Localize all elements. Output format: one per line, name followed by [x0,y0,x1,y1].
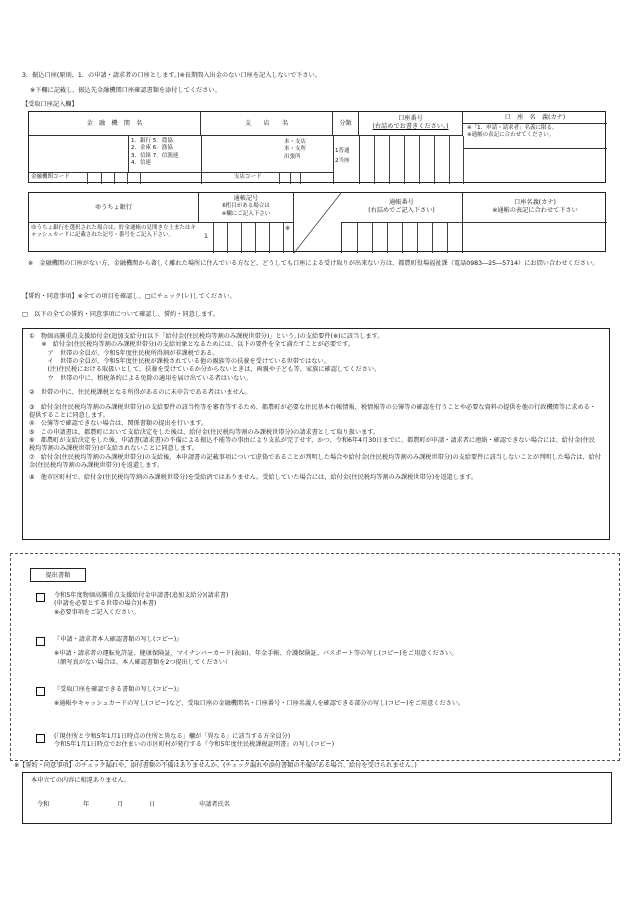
col-holder: 口 座 名 義(カナ) [463,112,607,124]
documents-label: 提出書類 [30,568,86,582]
branch-code-label: 支店コード [234,174,262,180]
document-line: ※申請・請求者の運転免許証、健康保険証、マイナンバーカード(表面)、年金手帳、介護保険証、パスポート等の写し(コピー)をご用意ください。 [54,650,458,658]
type-options[interactable]: 1普通 2当座 [335,148,350,165]
entry-label: 【受取口座記入欄】 [22,101,78,108]
document-line: ※必要事項をご記入ください。 [54,608,140,616]
pledge-item: ③ 給付金(住民税均等割のみ課税世帯分)の支給要件の該当性等を審査等するため、都農町が必要な住民基本台帳情報、税情報等の公簿等の確認を行うことや必要な資料の提供を他の行政機関等に求める・提供することに同意します。 [29,403,596,419]
institution-code-boxes[interactable] [87,172,139,184]
pledge-item: ア 世帯の全員が、令和5年度住民税所得割が非課税である。 [29,349,219,357]
institution-types: 1．銀行 5．農協 2．金庫 6．漁協 3．信組 7．信漁連 4．信連 [131,138,179,167]
yucho-diagonal [294,193,341,253]
pledge-item: ウ 世帯の中に、租税条約による免除の適用を届け出ている者はいない。 [29,374,252,382]
yucho-number-boxes[interactable] [341,223,463,253]
col-number [359,112,463,136]
pledge-item: (注)住民税における取扱いとして、扶養を受けているか分からないときは、両親や子ども等、家族に確認してください。 [29,366,381,374]
branch-name-field[interactable] [202,136,282,172]
signature-name-label: 申請者氏名 [199,801,230,808]
yucho-number-header [341,193,463,223]
yucho-symbol-sub: 6桁目がある場合は ※欄にご記入下さい [221,203,271,217]
pledge-item: ⑥ 都農町が支給決定をした後、申請書(請求書)の不備による振込不能等の事由により支払が完了せず、かつ、令和6年4月30日までに、都農町が申請・請求者に連絡・確認できない場合には、給付金(住民税均等割のみ課税世帯分)が支給されないことに同意します。 [29,436,596,453]
yucho-desc: ゆうちょ銀行を選択された場合は、貯金通帳の見開き左上またはキャッシュカードに記載された記号・番号をご記入下さい。 [31,225,197,239]
documents-warning: ※【誓約・同意事項】のチェック漏れや、添付書類の不備はありませんか。(チェック漏れや添付書類の不備がある場合、給付を受けられません。) [14,762,417,769]
pledge-item: ④ 公簿等で確認できない場合は、関係書類の提出を行います。 [29,420,208,428]
document-checkbox[interactable] [36,593,45,602]
yucho-star: ※ [285,225,291,232]
yucho-holder-field[interactable] [463,223,607,253]
holder-name-field[interactable] [463,148,607,184]
yucho-holder-sub: ※通帳の表記に合わせて下さい [492,207,578,215]
document-checkbox[interactable] [36,637,45,646]
signature-statement: 本申立ての内容に相違ありません。 [31,777,131,784]
account-note: ※下欄に記載し、振込先金融機関口座確認書類を添付してください。 [30,87,221,94]
signature-name-field[interactable] [238,797,438,811]
account-heading: 3．振込口座(原則、1．の申請・請求者の口座とします。)※長期間入出金のない口座を記入しないで下さい。 [22,72,321,79]
yucho-number-title: 通帳番号 [389,199,414,206]
yucho-holder-header [463,193,607,223]
document-title: (「現住所と令和5年1月1日時点の住所と異なる」欄が「異なる」に該当する方全員分) [54,733,291,740]
remote-note: ※ 金融機関の口座がない方、金融機関から著しく離れた場所に住んでいる方など、どうしても口座による受け取りが出来ない方は、都農町役場福祉課（電話0983―25―5714）にお問い合わせください。 [28,260,599,267]
col-branch: 支 店 名 [201,112,333,136]
document-line: 令和5年1月1日時点でお住まいの市区町村が発行する『令和5年度住民税課税証明書』の写し(コピー) [54,741,335,749]
pledge-item: ⑧ 他市区町村で、給付金(住民税均等割のみ課税世帯分)を受給済ではありません。受給していた場合には、給付金(住民税均等割のみ課税世帯分)を返還します。 [29,474,478,482]
col-institution: 金 融 機 関 名 [29,112,201,136]
signature-era: 令和 [37,801,50,808]
document-line: （顔写真がない場合は、本人確認書類を2つ提出してください） [54,658,232,666]
institution-code-label: 金融機関コード [31,174,70,180]
signature-month[interactable]: 月 [117,801,124,808]
yucho-lead-digit: 1 [204,233,208,240]
yucho-symbol-boxes[interactable] [199,223,294,253]
pledge-item: ① 物価高騰重点支援給付金(追加支給分)(以下「給付金(住民税均等割のみ課税世帯分)」という。)の支給要件(※)に該当します。 [29,333,384,340]
document-title: 『申請・請求者本人確認書類の写し(コピー)』 [54,636,183,643]
col-type: 分類 [333,112,359,136]
branch-code-boxes[interactable] [279,172,309,184]
col-number-title: 口座番号 [398,115,423,122]
pledge-item: ② 世帯の中に、住民税課税となる所得があるのに未申告である者はいません。 [29,389,252,397]
yucho-number-sub: (右詰めでご記入下さい) [368,207,435,215]
signature-year[interactable]: 年 [83,801,90,808]
branch-types: 本・支店 本・支所 出張所 [284,139,307,160]
yucho-symbol-header [199,193,294,223]
document-line: (申請を必要とする世帯の場合)(本書) [54,600,157,608]
document-title: 令和5年度物価高騰重点支援給付金申請書(追加支給分)(請求書) [54,592,229,599]
pledge-item: ⑤ この申請書は、都農町において支給決定をした後は、給付金(住民税均等割のみ課税世帯分)の請求書として取り扱います。 [29,428,380,436]
yucho-table [28,192,606,252]
document-checkbox[interactable] [36,687,45,696]
bank-table [28,111,606,183]
yucho-holder-title: 口座名義(カナ) [514,199,556,206]
holder-note: ※「1．申請・請求者」名義に限る。 ※通帳の表記に合わせてください。 [467,125,558,139]
pledge-confirm-checkbox[interactable]: □ 以下の全ての誓約・同意事項について確認し、誓約・同意します。 [22,311,220,318]
pledge-item: ※ 給付金(住民税均等割のみ課税世帯分)の支給対象となるためには、以下の要件を全て満たすことが必要です。 [29,341,355,349]
pledge-heading: 【誓約・同意事項】※全ての項目を確認し、□にチェック(レ)してください。 [22,293,236,300]
document-checkbox[interactable] [36,734,45,743]
pledge-item: イ 世帯の全員が、令和5年度住民税が課税されている他の親族等の扶養を受けている世帯ではない。 [29,358,330,366]
yucho-symbol-title: 通帳記号 [233,195,259,202]
institution-name-field[interactable] [29,136,129,172]
account-number-boxes[interactable] [359,136,463,184]
signature-day[interactable]: 日 [149,801,156,808]
col-number-sub: (右詰めでお書きください。) [372,123,449,131]
document-title: 『受取口座を確認できる書類の写し(コピー)』 [54,686,183,693]
yucho-label: ゆうちょ銀行 [29,193,199,223]
signature-box [22,772,612,824]
document-line: ※通帳やキャッシュカードの写し(コピー)など、受取口座の金融機関名・口座番号・口座名義人を確認できる部分の写し(コピー)をご用意ください。 [54,700,465,708]
pledge-item: ⑦ 給付金(住民税均等割のみ課税世帯分)の支給後、本申請書の記載事項について虚偽であることが判明した場合や給付金(住民税均等割のみ課税世帯分)の支給要件に該当しないことが判明した場合は、給付金(住民税均等割のみ課税世帯分)を返還します。 [29,453,601,470]
pledge-box [22,328,610,540]
